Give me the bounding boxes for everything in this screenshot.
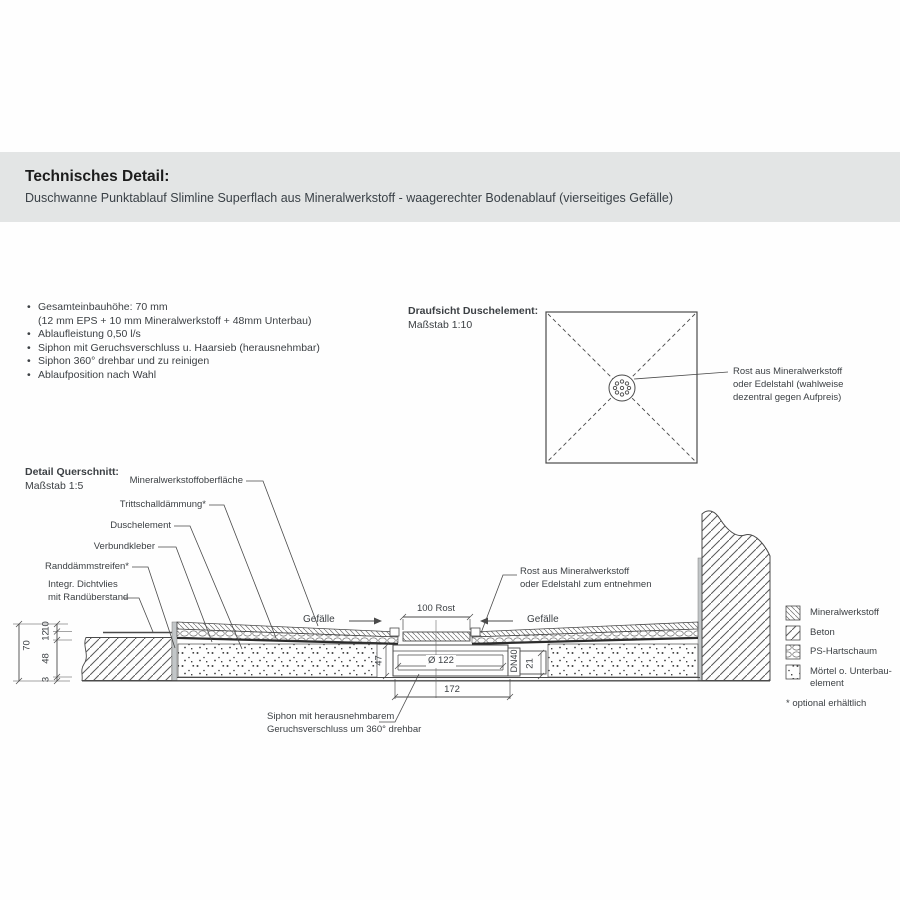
dim-label-10: 10 — [40, 621, 52, 632]
callout-surface: Mineralwerkstoffoberfläche — [129, 475, 243, 486]
callout-fleece-line1: Integr. Dichtvlies — [48, 579, 118, 590]
dim-label-12: 12 — [40, 630, 52, 641]
callout-element: Duschelement — [110, 520, 171, 531]
dim-label-3: 3 — [40, 676, 52, 683]
callout-grate-line2: oder Edelstahl zum entnehmen — [520, 579, 652, 590]
spec-item: • Siphon 360° drehbar und zu reinigen — [27, 355, 210, 368]
grate-callout-line3: dezentral gegen Aufpreis) — [733, 392, 842, 403]
dim-label-dn40: DN40 — [509, 649, 519, 673]
spec-list — [27, 301, 320, 383]
cross-section-scale: Maßstab 1:5 — [25, 480, 84, 492]
dim-label-21: 21 — [524, 658, 536, 669]
legend-label-moertel-line2: element — [810, 678, 844, 689]
top-view-heading: Draufsicht Duschelement: — [408, 305, 539, 317]
spec-item-continuation: (12 mm EPS + 10 mm Mineralwerkstoff + 48mm Unterbau) — [38, 314, 312, 327]
legend-footnote: * optional erhältlich — [786, 698, 867, 709]
bullet: • — [27, 301, 31, 313]
callout-edge-strip: Randdämmstreifen* — [45, 561, 129, 572]
bullet: • — [27, 341, 31, 354]
bullet: • — [27, 328, 31, 341]
top-view-scale: Maßstab 1:10 — [408, 319, 473, 331]
legend-label-mineral: Mineralwerkstoff — [810, 607, 879, 618]
callout-grate-line1: Rost aus Mineralwerkstoff — [520, 566, 630, 577]
callout-fleece-line2: mit Randüberstand — [48, 592, 129, 603]
legend-label-moertel-line1: Mörtel o. Unterbau- — [810, 666, 892, 677]
legend-label-ps: PS-Hartschaum — [810, 646, 878, 657]
dim-label-total-height: 70 — [21, 640, 33, 651]
callout-adhesive: Verbundkleber — [93, 541, 155, 552]
dim-label-width: 172 — [444, 684, 460, 695]
cross-section-heading: Detail Querschnitt: — [25, 466, 119, 478]
grate-callout-line1: Rost aus Mineralwerkstoff — [733, 366, 843, 377]
dim-label-grate: 100 Rost — [416, 603, 456, 614]
slope-label-right: Gefälle — [527, 614, 559, 625]
dim-label-47: 47 — [373, 655, 385, 666]
slope-label-left: Gefälle — [303, 614, 335, 625]
callout-siphon-line1: Siphon mit herausnehmbarem — [267, 711, 395, 722]
legend-label-beton: Beton — [810, 627, 835, 638]
grate-callout-line2: oder Edelstahl (wahlweise — [733, 379, 844, 390]
bullet: • — [27, 355, 31, 368]
callout-impact-sound: Trittschalldämmung* — [119, 499, 206, 510]
spec-item: • Siphon mit Geruchsverschluss u. Haarsieb (herausnehmbar) — [27, 341, 320, 354]
bullet: • — [27, 368, 31, 381]
page-title: Technisches Detail: — [25, 168, 170, 185]
dim-label-diameter: Ø 122 — [428, 655, 454, 666]
spec-item: • Gesamteinbauhöhe: 70 mm — [27, 301, 168, 313]
dim-label-48: 48 — [40, 653, 52, 664]
spec-item: • Ablaufposition nach Wahl — [27, 368, 157, 381]
spec-item: • Ablaufleistung 0,50 l/s — [27, 328, 141, 341]
callout-siphon-line2: Geruchsverschluss um 360° drehbar — [267, 724, 422, 735]
page-subtitle: Duschwanne Punktablauf Slimline Superflach aus Mineralwerkstoff - waagerechter Bodenablauf (vierseitiges Gefälle) — [25, 191, 674, 205]
